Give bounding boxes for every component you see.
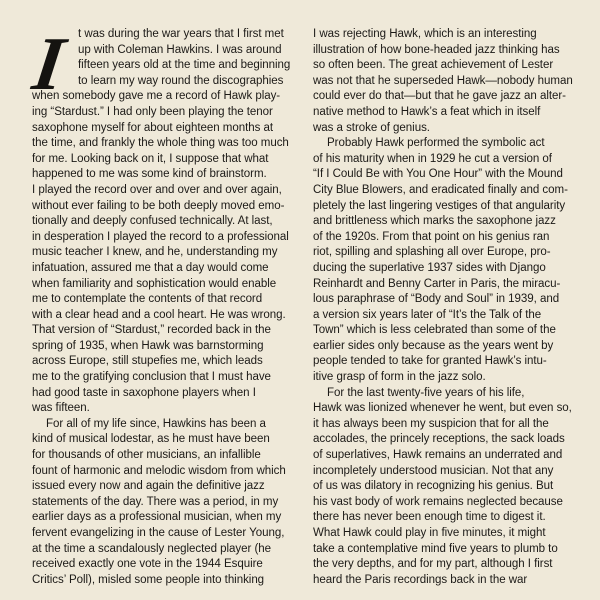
text-line: t was during the war years that I first met <box>78 28 284 40</box>
text-line: For the last twenty-five years of his life, <box>327 386 525 399</box>
text-line: so often been. The great achievement of Lester <box>313 59 554 72</box>
text-line: was a stroke of genius. <box>313 121 430 134</box>
text-line: riot, spilling and splashing all over Europe, pro- <box>313 246 551 259</box>
text-line: was fifteen. <box>32 402 90 415</box>
text-line: saxophone myself for about eighteen months at <box>32 121 274 134</box>
text-line: could ever do that—but that he gave jazz an alter- <box>313 90 566 103</box>
text-line: infatuation, assured me that a day would come <box>32 261 269 274</box>
text-line: That version of “Stardust,” recorded back in the <box>32 324 271 337</box>
text-line: I played the record over and over and over again, <box>32 183 282 196</box>
text-line: of superlatives, Hawk remains an underrated and <box>313 449 563 462</box>
text-line: there has never been enough time to digest it. <box>313 511 546 524</box>
text-line: me to the gratifying conclusion that I must have <box>32 371 271 384</box>
text-line: to learn my way round the discographies <box>78 74 284 87</box>
text-line: people tended to take for granted Hawk’s intu- <box>313 355 547 368</box>
text-line: his vast body of work remains neglected because <box>313 495 563 508</box>
left-text-column <box>32 27 312 588</box>
text-line: statements of the day. There was a period, in my <box>32 495 279 508</box>
text-line: up with Coleman Hawkins. I was around <box>78 43 282 56</box>
text-line: heard the Paris recordings back in the war <box>313 573 528 586</box>
text-line: music teacher I knew, and he, understanding my <box>32 246 278 259</box>
text-line: had good taste in saxophone players when I <box>32 386 256 399</box>
text-line: illustration of how bone-headed jazz thinking has <box>313 43 560 56</box>
text-line: and brittleness which marks the saxophone jazz <box>313 215 556 228</box>
text-line: earlier sides only because as the years went by <box>313 339 554 352</box>
text-line: of us was dilatory in recognizing his genius. But <box>313 480 554 493</box>
text-line: received exactly one vote in the 1944 Esquire <box>32 558 263 571</box>
text-line: lous paraphrase of “Body and Soul” in 1939, and <box>313 293 560 306</box>
text-line: when familiarity and sophistication would enable <box>32 277 277 290</box>
text-line: Reinhardt and Benny Carter in Paris, the miracu- <box>313 277 561 290</box>
text-line: kind of musical lodestar, as he must have been <box>32 433 270 446</box>
text-line: Probably Hawk performed the symbolic act <box>327 137 545 150</box>
text-line: when somebody gave me a record of Hawk play- <box>32 90 281 103</box>
text-line: fervent evangelizing in the cause of Lester Young, <box>32 527 285 539</box>
text-line: the very depths, and for my part, although I first <box>313 558 553 571</box>
text-line: the time, and frankly the whole thing was too much <box>32 137 289 150</box>
text-line: I was rejecting Hawk, which is an interesting <box>313 28 537 40</box>
text-line: was not that he superseded Hawk—nobody human <box>313 74 573 87</box>
text-line: pletely the last lingering vestiges of that angularity <box>313 199 566 212</box>
text-line: fifteen years old at the time and beginning <box>78 59 291 72</box>
text-line: ing “Stardust.” I had only been playing the tenor <box>32 105 273 118</box>
text-line: issued every now and again the definitive jazz <box>32 480 265 493</box>
text-line: native method to Hawk’s a feat which in itself <box>313 105 541 118</box>
text-line: happened to me was some kind of brainstorm. <box>32 168 267 181</box>
text-line: Town” which is less celebrated than some of the <box>313 324 556 337</box>
text-line: Hawk was lionized whenever he went, but even so, <box>313 402 572 415</box>
drop-cap: I <box>28 22 70 106</box>
text-line: without ever failing to be both deeply moved emo- <box>32 199 285 212</box>
text-line: “If I Could Be with You One Hour” with the Mound <box>313 168 563 181</box>
text-line: For all of my life since, Hawkins has been a <box>46 417 266 430</box>
text-line: City Blue Blowers, and eradicated finally and com- <box>313 183 568 196</box>
text-line: Critics’ Poll), misled some people into thinking <box>32 573 265 586</box>
right-text-column <box>313 27 589 588</box>
text-line: at the time a scandalously neglected player (he <box>32 542 271 555</box>
text-line: of the 1920s. From that point on his genius ran <box>313 230 550 243</box>
text-line: tionally and deeply confused technically. At last, <box>32 215 273 228</box>
text-line: for me. Looking back on it, I suppose that what <box>32 152 269 165</box>
text-line: fount of harmonic and melodic wisdom from which <box>32 464 286 477</box>
text-line: take a contemplative mind five years to plumb to <box>313 542 558 555</box>
text-line: accolades, the princely receptions, the sack loads <box>313 433 565 446</box>
text-line: of his maturity when in 1929 he cut a version of <box>313 152 552 165</box>
text-line: across Europe, still stupefies me, which leads <box>32 355 263 368</box>
text-line: with a clear head and a cool heart. He was wrong. <box>32 308 286 321</box>
text-line: incompletely understood musician. Not that any <box>313 464 554 477</box>
text-line: earlier days as a professional musician, when my <box>32 511 282 524</box>
text-line: me to contemplate the contents of that record <box>32 293 263 306</box>
text-line: itive grasp of form in the jazz solo. <box>313 371 486 384</box>
text-line: a version six years later of “It’s the Talk of the <box>313 308 542 321</box>
text-line: for thousands of other musicians, an infallible <box>32 449 261 462</box>
text-line: spring of 1935, when Hawk was barnstorming <box>32 339 264 352</box>
text-line: in desperation I played the record to a professional <box>32 230 289 243</box>
text-line: ducing the superlative 1937 sides with Django <box>313 261 546 274</box>
text-line: it has always been my suspicion that for all the <box>313 417 549 430</box>
text-line: What Hawk could play in five minutes, it might <box>313 527 546 539</box>
